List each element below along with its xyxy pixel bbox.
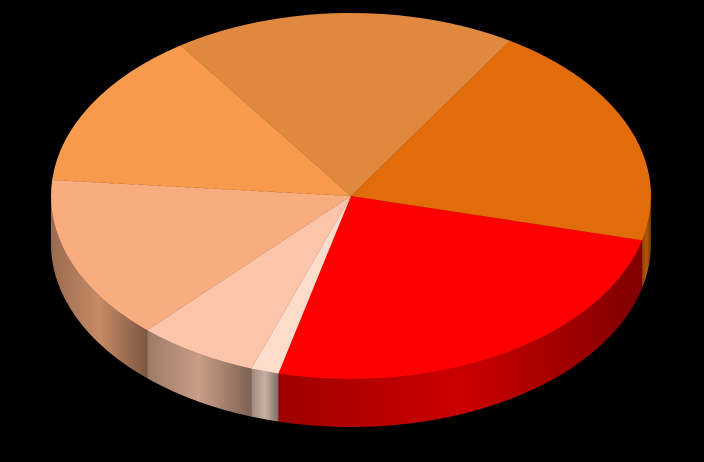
pie-top-faces	[51, 13, 651, 379]
pie-slice-side-2	[251, 369, 278, 422]
